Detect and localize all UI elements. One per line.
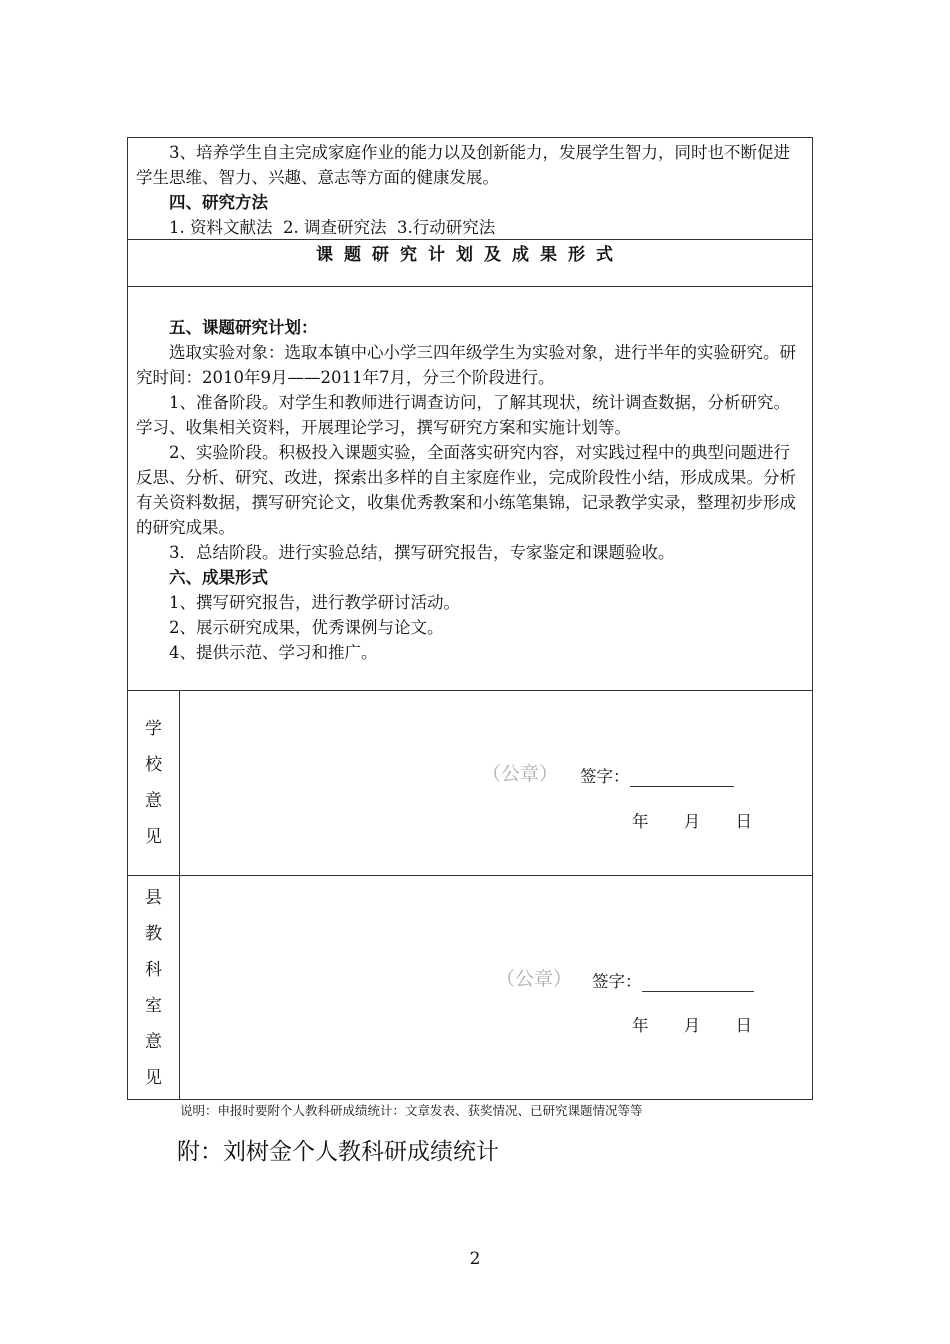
result-item-2: 2、展示研究成果，优秀课例与论文。 bbox=[169, 618, 444, 637]
objective-paragraph-3: 3、培养学生自主完成家庭作业的能力以及创新能力，发展学生智力，同时也不断促进学生思维、智力、兴趣、意志等方面的健康发展。 bbox=[136, 143, 790, 187]
school-signature-line[interactable] bbox=[630, 770, 734, 787]
plan-paragraph-experiment: 2、实验阶段。积极投入课题实验，全面落实研究内容，对实践过程中的典型问题进行反思、分析、研究、改进，探索出多样的自主家庭作业，完成阶段性小结，形成成果。分析有关资料数据，撰写研究论文，收集优秀教案和小练笔集锦，记录教学实录，整理初步形成的研究成果。 bbox=[136, 443, 796, 537]
county-signature-field bbox=[592, 968, 754, 992]
plan-paragraph-preparation: 1、准备阶段。对学生和教师进行调查访问，了解其现状，统计调查数据，分析研究。学习、收集相关资料，开展理论学习，撰写研究方案和实施计划等。 bbox=[136, 393, 790, 437]
school-signature-label: 签字： bbox=[580, 767, 630, 786]
county-date-year: 年 bbox=[632, 1016, 649, 1035]
county-signature-line[interactable] bbox=[642, 975, 754, 992]
page-number: 2 bbox=[469, 1249, 481, 1269]
school-date-year: 年 bbox=[632, 812, 649, 831]
results-form-heading: 六、成果形式 bbox=[169, 568, 268, 587]
submission-note: 说明：申报时要附个人教科研成绩统计：文章发表、获奖情况、已研究课题情况等等 bbox=[180, 1103, 643, 1118]
research-methods-list: 1. 资料文献法 2. 调查研究法 3.行动研究法 bbox=[169, 218, 496, 237]
school-opinion-row bbox=[128, 691, 812, 876]
county-date-month: 月 bbox=[683, 1016, 701, 1035]
section-title-row bbox=[128, 240, 812, 287]
plan-paragraph-subjects: 选取实验对象：选取本镇中心小学三四年级学生为实验对象，进行半年的实验研究。研究时间：2010年9月——2011年7月，分三个阶段进行。 bbox=[136, 343, 796, 387]
county-signature-label: 签字： bbox=[592, 972, 642, 991]
school-date-day: 日 bbox=[735, 812, 752, 831]
school-signature-field bbox=[580, 763, 734, 787]
county-date bbox=[632, 1012, 752, 1036]
county-date-day: 日 bbox=[735, 1016, 752, 1035]
county-seal-placeholder: （公章） bbox=[496, 968, 573, 990]
objectives-methods-cell bbox=[128, 138, 812, 240]
school-opinion-label: 学 校 意 见 bbox=[128, 691, 180, 875]
section-title: 课题研究计划及成果形式 bbox=[316, 245, 624, 265]
school-seal-placeholder: （公章） bbox=[482, 763, 559, 785]
county-office-opinion-label: 县 教 科 室 意 见 bbox=[128, 876, 180, 1099]
application-form-table bbox=[127, 137, 813, 1100]
school-date-month: 月 bbox=[683, 812, 701, 831]
research-plan-heading: 五、课题研究计划： bbox=[169, 318, 318, 337]
school-date bbox=[632, 808, 752, 832]
appendix-title: 附：刘树金个人教科研成绩统计 bbox=[177, 1139, 499, 1165]
research-plan-cell bbox=[128, 287, 812, 691]
research-methods-heading: 四、研究方法 bbox=[169, 193, 268, 212]
plan-paragraph-summary: 3．总结阶段。进行实验总结，撰写研究报告，专家鉴定和课题验收。 bbox=[169, 543, 675, 562]
result-item-1: 1、撰写研究报告，进行教学研讨活动。 bbox=[169, 593, 460, 612]
county-office-opinion-row bbox=[128, 876, 812, 1099]
result-item-3: 4、提供示范、学习和推广。 bbox=[169, 643, 378, 662]
